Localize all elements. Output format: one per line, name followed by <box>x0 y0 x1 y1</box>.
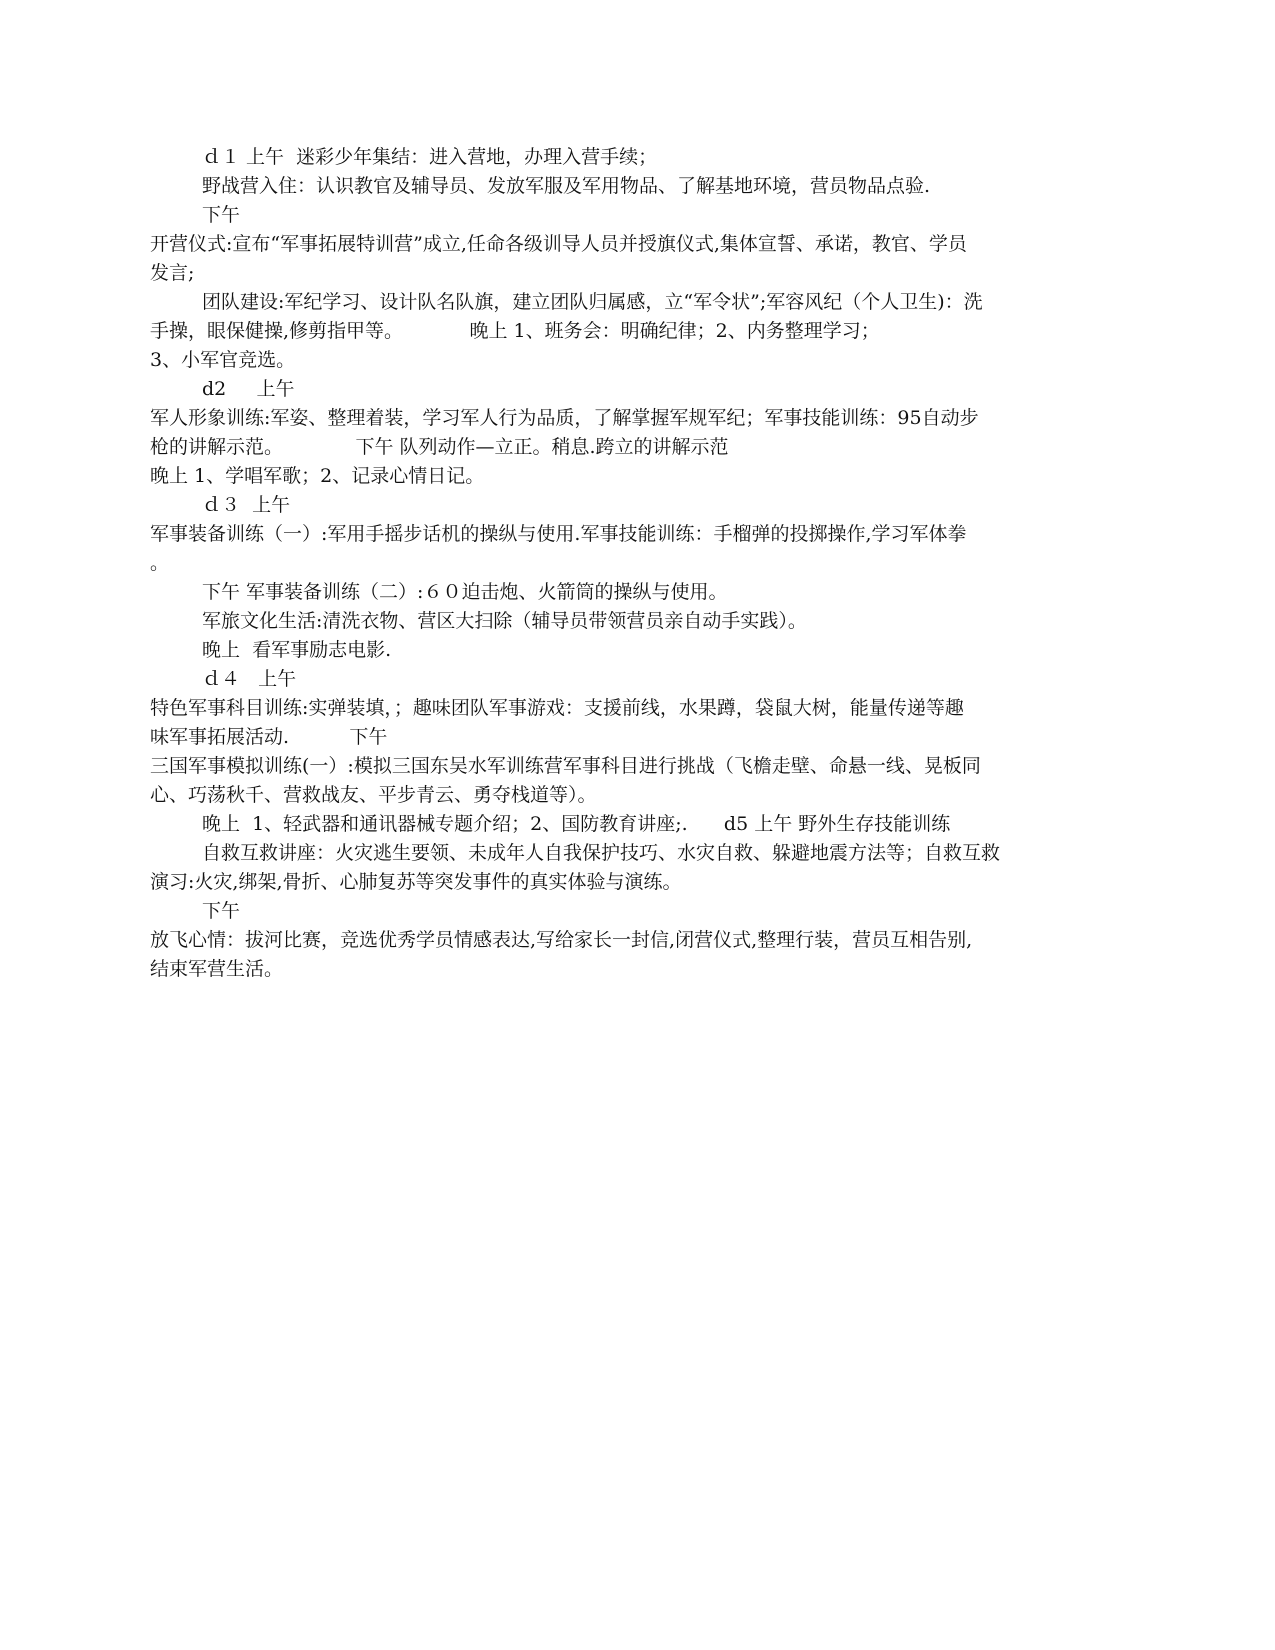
text-line: ｄ３ 上午 <box>202 494 291 516</box>
document-body <box>150 143 1130 984</box>
text-line: 3、小军官竞选。 <box>150 349 296 371</box>
text-line: 心、巧荡秋千、营救战友、平步青云、勇夺栈道等）。 <box>150 784 597 806</box>
text-line: 。 <box>150 552 170 574</box>
text-line: 枪的讲解示范。 下午 队列动作—立正。稍息.跨立的讲解示范 <box>150 436 729 458</box>
text-line: 团队建设:军纪学习、设计队名队旗，建立团队归属感，立“军令状”;军容风纪（个人卫生)：洗 <box>202 291 983 313</box>
text-line: 特色军事科目训练:实弹装填，；趣味团队军事游戏：支援前线，水果蹲，袋鼠大树，能量传递等趣 <box>150 697 964 719</box>
text-line: 自救互救讲座：火灾逃生要领、未成年人自我保护技巧、水灾自救、躲避地震方法等；自救互救 <box>202 842 1001 864</box>
text-line: 味军事拓展活动. 下午 <box>150 726 388 748</box>
text-line: 军人形象训练:军姿、整理着装，学习军人行为品质，了解掌握军规军纪；军事技能训练：95自动步 <box>150 407 979 429</box>
text-line: 野战营入住：认识教官及辅导员、发放军服及军用物品、了解基地环境，营员物品点验. <box>202 175 931 197</box>
text-line: ｄ１ 上午 迷彩少年集结：进入营地，办理入营手续； <box>202 146 658 168</box>
text-line: 下午 军事装备训练（二）:６０迫击炮、火箭筒的操纵与使用。 <box>202 581 728 603</box>
text-line: 放飞心情：拔河比赛，竞选优秀学员情感表达,写给家长一封信,闭营仪式,整理行装，营员互相告别, <box>150 929 973 951</box>
text-line: 手操，眼保健操,修剪指甲等。 晚上 1、班务会：明确纪律；2、内务整理学习； <box>150 320 880 342</box>
text-line: 晚上 1、轻武器和通讯器械专题介绍；2、国防教育讲座;. d5 上午 野外生存技能训练 <box>202 813 951 835</box>
text-line: ｄ４ 上午 <box>202 668 297 690</box>
text-line: 晚上 看军事励志电影. <box>202 639 392 661</box>
text-line: 发言; <box>150 262 195 284</box>
text-line: 军事装备训练（一）:军用手摇步话机的操纵与使用.军事技能训练：手榴弹的投掷操作,学习军体拳 <box>150 523 967 545</box>
text-line: 三国军事模拟训练(一）:模拟三国东吴水军训练营军事科目进行挑战（飞檐走壁、命悬一线、晃板同 <box>150 755 981 777</box>
text-line: 下午 <box>202 900 241 922</box>
text-line: 晚上 1、学唱军歌；2、记录心情日记。 <box>150 465 485 487</box>
text-line: 下午 <box>202 204 241 226</box>
text-line: d2 上午 <box>202 378 295 400</box>
text-line: 演习:火灾,绑架,骨折、心肺复苏等突发事件的真实体验与演练。 <box>150 871 682 893</box>
text-line: 军旅文化生活:清洗衣物、营区大扫除（辅导员带领营员亲自动手实践）。 <box>202 610 807 632</box>
text-line: 结束军营生活。 <box>150 958 284 980</box>
text-line: 开营仪式:宣布“军事拓展特训营”成立,任命各级训导人员并授旗仪式,集体宣誓、承诺，教官、学员 <box>150 233 967 255</box>
